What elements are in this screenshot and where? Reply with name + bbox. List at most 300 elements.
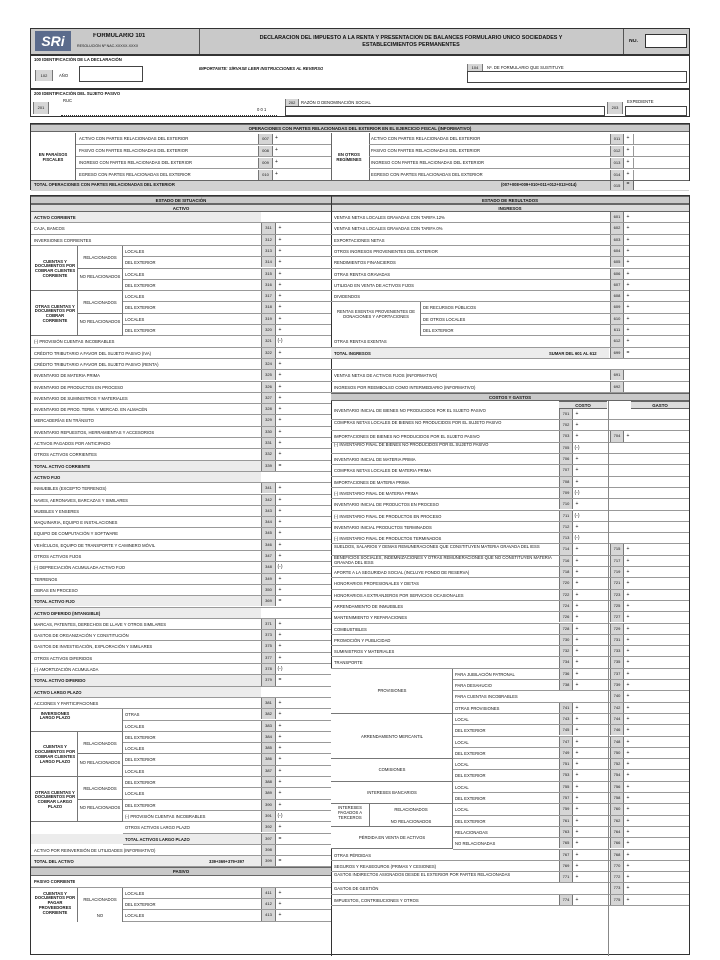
- related-op-field[interactable]: [633, 170, 690, 180]
- cost-code: 710: [559, 499, 573, 509]
- account-value-field[interactable]: [285, 325, 331, 335]
- account-value-field[interactable]: [285, 732, 331, 742]
- expense-value-field[interactable]: [633, 770, 689, 780]
- expense-sign: +: [626, 433, 630, 440]
- income-value-field[interactable]: [633, 257, 689, 267]
- expense-value-field[interactable]: [633, 635, 689, 645]
- expense-value-field[interactable]: [633, 567, 689, 577]
- cost-code: 747: [559, 737, 573, 747]
- related-ops-total-sign: =: [626, 181, 630, 187]
- cost-sign: +: [575, 580, 579, 587]
- cost-value-field[interactable]: [581, 646, 607, 656]
- cost-label: IMPORTACIONES DE BIENES NO PRODUCIDOS POR EL SUJETO PASIVO: [334, 434, 480, 440]
- cost-code: 734: [559, 657, 573, 667]
- related-op-field[interactable]: [633, 146, 690, 156]
- account-value-field[interactable]: [285, 698, 331, 708]
- expense-sign: +: [626, 874, 630, 881]
- income-label: RENDIMIENTOS FINANCIEROS: [334, 260, 396, 266]
- account-sign: +: [278, 586, 282, 593]
- expense-value-field[interactable]: [633, 782, 689, 792]
- income-value-field[interactable]: [633, 212, 689, 222]
- related-op-sign: +: [626, 171, 630, 177]
- account-label: INMUEBLES (EXCEPTO TERRENOS): [34, 486, 107, 492]
- replace-code: 104: [467, 64, 483, 71]
- cost-value-field[interactable]: [581, 420, 607, 430]
- expense-value-field[interactable]: [633, 624, 689, 634]
- costos-title: COSTOS Y GASTOS: [331, 393, 689, 401]
- cost-label: ARRENDAMIENTO DE INMUEBLES: [334, 603, 404, 609]
- expense-value-field[interactable]: [633, 748, 689, 758]
- account-value-field[interactable]: [285, 766, 331, 776]
- account-sign: +: [278, 801, 282, 808]
- cost-value-field[interactable]: [581, 861, 607, 871]
- related-op-field[interactable]: [281, 134, 329, 144]
- account-label: OBRAS EN PROCESO: [34, 587, 78, 593]
- pasivo-value-field[interactable]: [285, 899, 331, 909]
- expense-code: 721: [610, 578, 624, 588]
- cost-code: 759: [559, 804, 573, 814]
- account-code: 347: [261, 551, 276, 561]
- expense-value-field[interactable]: [633, 680, 689, 690]
- cost-value-field[interactable]: [581, 782, 607, 792]
- account-code: 346: [261, 540, 276, 550]
- pasivo-value-field[interactable]: [285, 888, 331, 898]
- cost-value-field[interactable]: [581, 578, 607, 588]
- row-line: [75, 156, 331, 157]
- account-value-field[interactable]: [285, 551, 331, 561]
- account-value-field[interactable]: [285, 404, 331, 414]
- account-label: OTRAS: [125, 712, 140, 718]
- account-value-field[interactable]: [285, 630, 331, 640]
- account-value-field[interactable]: [285, 709, 331, 719]
- expense-value-field[interactable]: [633, 431, 689, 441]
- cost-value-field[interactable]: [581, 748, 607, 758]
- cost-label: LOCAL: [455, 716, 469, 722]
- account-sign: +: [278, 553, 282, 559]
- expense-value-field[interactable]: [633, 657, 689, 667]
- cost-value-field[interactable]: [581, 793, 607, 803]
- cost-sign: +: [575, 738, 579, 745]
- account-label: EQUIPO DE COMPUTACIÓN Y SOFTWARE: [34, 531, 119, 537]
- exp-field[interactable]: [625, 106, 687, 116]
- account-value-field[interactable]: [285, 359, 331, 369]
- account-value-field[interactable]: [285, 641, 331, 651]
- account-value-field[interactable]: [285, 777, 331, 787]
- expense-value-field[interactable]: [633, 669, 689, 679]
- account-code: 385: [261, 743, 276, 753]
- cost-value-field[interactable]: [581, 725, 607, 735]
- expense-value-field[interactable]: [633, 737, 689, 747]
- account-value-field[interactable]: [285, 449, 331, 459]
- account-value-field[interactable]: [285, 619, 331, 629]
- account-value-field[interactable]: [285, 291, 331, 301]
- account-value-field[interactable]: [285, 495, 331, 505]
- account-value-field[interactable]: [285, 653, 331, 663]
- related-ops-total-field[interactable]: [633, 181, 690, 190]
- cost-value-field[interactable]: [581, 624, 607, 634]
- expense-value-field[interactable]: [633, 691, 689, 701]
- income-value-field[interactable]: [633, 325, 689, 335]
- cost-value-field[interactable]: [581, 895, 607, 905]
- expense-code: 715: [610, 544, 624, 554]
- expense-value-field[interactable]: [633, 804, 689, 814]
- account-value-field[interactable]: [285, 596, 331, 606]
- income-value-field[interactable]: [633, 269, 689, 279]
- account-value-field[interactable]: [285, 822, 331, 832]
- expense-code: 733: [610, 646, 624, 656]
- pasivo-title: PASIVO: [31, 867, 331, 876]
- expense-sign: +: [626, 648, 630, 655]
- expense-sign: +: [626, 806, 630, 813]
- account-value-field[interactable]: [285, 235, 331, 245]
- cost-sign: +: [575, 467, 579, 474]
- account-value-field[interactable]: [285, 246, 331, 256]
- cost-value-field[interactable]: [581, 872, 607, 882]
- account-label: GASTOS DE INVESTIGACIÓN, EXPLORACIÓN Y SIMILARES: [34, 644, 153, 650]
- account-value-field[interactable]: [285, 540, 331, 550]
- income-value-field[interactable]: [633, 314, 689, 324]
- account-value-field[interactable]: [285, 845, 331, 855]
- related-op-sign: +: [275, 171, 278, 177]
- account-value-field[interactable]: [285, 302, 331, 312]
- expense-value-field[interactable]: [633, 759, 689, 769]
- account-sign: +: [278, 360, 282, 367]
- expense-value-field[interactable]: [633, 883, 689, 893]
- cost-value-field[interactable]: [581, 567, 607, 577]
- account-value-field[interactable]: [285, 280, 331, 290]
- account-value-field[interactable]: [285, 721, 331, 731]
- cost-value-field[interactable]: [581, 522, 607, 532]
- account-sign: +: [278, 632, 282, 639]
- income-value-field[interactable]: [633, 302, 689, 312]
- income-code: 610: [610, 314, 624, 324]
- cost-value-field[interactable]: [581, 703, 607, 713]
- group-label: OTRAS CUENTAS Y DOCUMENTOS POR COBRAR LARGO PLAZO: [34, 790, 76, 809]
- account-sign: +: [278, 417, 282, 424]
- cost-sign: (-): [574, 489, 580, 496]
- income-sign: +: [626, 338, 630, 345]
- income-sign: +: [626, 293, 630, 300]
- related-op-field[interactable]: [633, 134, 690, 144]
- account-sign: =: [278, 677, 282, 684]
- account-code: 386: [261, 754, 276, 764]
- pasivo-label: LOCALES: [125, 913, 145, 919]
- account-value-field[interactable]: [285, 562, 331, 572]
- account-value-field[interactable]: [285, 754, 331, 764]
- account-value-field[interactable]: [285, 257, 331, 267]
- cost-label: LOCAL: [455, 762, 469, 768]
- ruc-field[interactable]: [61, 104, 277, 116]
- cost-value-field[interactable]: [581, 770, 607, 780]
- no-relacionados-label: NO RELACIONADOS: [79, 759, 121, 765]
- pasivo-code: 411: [261, 888, 276, 898]
- account-value-field[interactable]: [285, 336, 331, 346]
- account-sign: =: [278, 858, 282, 865]
- account-value-field[interactable]: [285, 788, 331, 798]
- income-value-field[interactable]: [633, 246, 689, 256]
- cost-value-field[interactable]: [581, 590, 607, 600]
- account-value-field[interactable]: [285, 427, 331, 437]
- account-label: INVERSIONES CORRIENTES: [34, 237, 92, 243]
- year-field[interactable]: [79, 66, 143, 82]
- related-ops-total-label: TOTAL OPERACIONES CON PARTES RELACIONADAS DEL EXTERIOR: [34, 182, 175, 187]
- related-op-sign: +: [275, 147, 278, 153]
- cost-value-field[interactable]: [581, 657, 607, 667]
- relacionados-label: RELACIONADOS: [83, 300, 117, 306]
- income-value-field[interactable]: [633, 291, 689, 301]
- relacionados-label: RELACIONADOS: [394, 807, 428, 813]
- account-value-field[interactable]: [285, 461, 331, 471]
- cost-label: OTRAS PÉRDIDAS: [334, 852, 371, 858]
- main-tables: [30, 195, 690, 955]
- account-label: ACTIVO POR REINVERSIÓN DE UTILIDADES (INFORMATIVO): [34, 847, 156, 853]
- cost-label: PARA CUENTAS INCOBRABLES: [455, 694, 518, 700]
- cost-value-field[interactable]: [581, 443, 607, 453]
- cost-value-field[interactable]: [581, 669, 607, 679]
- account-value-field[interactable]: [285, 517, 331, 527]
- cost-sign: +: [575, 648, 579, 655]
- row-line: [331, 453, 689, 454]
- account-value-field[interactable]: [285, 675, 331, 685]
- account-value-field[interactable]: [285, 574, 331, 584]
- relacionados-label: RELACIONADOS: [83, 897, 117, 902]
- account-value-field[interactable]: [285, 585, 331, 595]
- replace-field[interactable]: [467, 71, 687, 83]
- cost-code: 705: [559, 443, 573, 453]
- account-code: 381: [261, 698, 276, 708]
- expense-value-field[interactable]: [633, 556, 689, 566]
- cost-value-field[interactable]: [581, 409, 607, 419]
- account-code: 398: [261, 845, 276, 855]
- exp-code: 203: [607, 102, 623, 114]
- cost-code: 741: [559, 703, 573, 713]
- cost-value-field[interactable]: [581, 499, 607, 509]
- account-sign: +: [278, 767, 282, 774]
- account-value-field[interactable]: [285, 528, 331, 538]
- cost-value-field[interactable]: [581, 816, 607, 826]
- expense-code: 727: [610, 612, 624, 622]
- related-op-field[interactable]: [633, 158, 690, 168]
- expense-sign: +: [626, 614, 630, 621]
- account-value-field[interactable]: [285, 834, 331, 844]
- cost-label: PROMOCIÓN Y PUBLICIDAD: [334, 637, 391, 643]
- related-op-field[interactable]: [281, 158, 329, 168]
- expense-value-field[interactable]: [633, 646, 689, 656]
- account-value-field[interactable]: [285, 393, 331, 403]
- situacion-subtitle: ACTIVO: [31, 204, 331, 212]
- related-op-sign: +: [275, 135, 278, 141]
- pasivo-label: DEL EXTERIOR: [125, 902, 156, 907]
- income-value-field[interactable]: [633, 223, 689, 233]
- cost-sign: +: [575, 840, 579, 847]
- cost-value-field[interactable]: [581, 465, 607, 475]
- income-code: 605: [610, 257, 624, 267]
- expense-value-field[interactable]: [633, 703, 689, 713]
- account-label: CAJA, BANCOS: [34, 226, 65, 232]
- expense-value-field[interactable]: [633, 544, 689, 554]
- cost-code: 743: [559, 714, 573, 724]
- group-divider: [77, 777, 78, 822]
- cost-value-field[interactable]: [581, 533, 607, 543]
- cost-value-field[interactable]: [581, 556, 607, 566]
- row-line: [369, 144, 689, 145]
- account-code: 344: [261, 517, 276, 527]
- income-value-field[interactable]: [633, 348, 689, 358]
- cost-sign: +: [575, 817, 579, 824]
- account-label: DEL EXTERIOR: [125, 780, 156, 785]
- cost-value-field[interactable]: [581, 838, 607, 848]
- income-sign: +: [626, 315, 630, 322]
- account-code: 326: [261, 382, 276, 392]
- account-code: 311: [261, 223, 276, 233]
- income-sign: +: [626, 304, 630, 311]
- expense-value-field[interactable]: [633, 714, 689, 724]
- account-value-field[interactable]: [285, 269, 331, 279]
- account-sign: +: [278, 440, 282, 446]
- expense-sign: +: [626, 602, 630, 609]
- account-code: 341: [261, 483, 276, 493]
- account-code: 320: [261, 325, 276, 335]
- cost-value-field[interactable]: [581, 544, 607, 554]
- income-label: OTRAS RENTAS GRAVADAS: [334, 271, 391, 277]
- cost-value-field[interactable]: [581, 714, 607, 724]
- expense-value-field[interactable]: [633, 590, 689, 600]
- related-op-field[interactable]: [281, 170, 329, 180]
- income-value-field[interactable]: [633, 370, 689, 380]
- account-code: 343: [261, 506, 276, 516]
- account-value-field[interactable]: [285, 382, 331, 392]
- cost-label: OTRAS PROVISIONES: [455, 705, 500, 711]
- account-value-field[interactable]: [285, 415, 331, 425]
- income-value-field[interactable]: [633, 280, 689, 290]
- account-value-field[interactable]: [285, 506, 331, 516]
- account-code: 377: [261, 653, 276, 663]
- cost-label: GASTOS INDIRECTOS ASIGNADOS DESDE EL EXTERIOR POR PARTES RELACIONADAS: [334, 872, 511, 877]
- expense-value-field[interactable]: [633, 861, 689, 871]
- account-value-field[interactable]: [285, 743, 331, 753]
- cost-sign: +: [575, 410, 579, 417]
- account-code: 350: [261, 585, 276, 595]
- expense-code: 737: [610, 669, 624, 679]
- cost-sign: +: [575, 456, 579, 462]
- expense-value-field[interactable]: [633, 816, 689, 826]
- cost-code: 711: [559, 511, 573, 521]
- expense-value-field[interactable]: [633, 850, 689, 860]
- cost-value-field[interactable]: [581, 431, 607, 441]
- ruc-label: RUC: [63, 98, 73, 103]
- account-value-field[interactable]: [285, 370, 331, 380]
- cost-value-field[interactable]: [581, 601, 607, 611]
- account-code: 384: [261, 732, 276, 742]
- cost-label: BENEFICIOS SOCIALES, INDEMNIZACIONES Y OTRAS REMUNERACIONES QUE NO CONSTITUYEN MATERIA GRAVADA DEL IESS: [334, 556, 552, 565]
- expense-value-field[interactable]: [633, 725, 689, 735]
- account-code: 332: [261, 449, 276, 459]
- pasivo-value-field[interactable]: [285, 910, 331, 920]
- related-op-label: PASIVO CON PARTES RELACIONADAS DEL EXTERIOR: [371, 148, 480, 153]
- account-value-field[interactable]: [285, 483, 331, 493]
- account-sign: +: [278, 722, 282, 729]
- cost-value-field[interactable]: [581, 454, 607, 464]
- cost-sign: +: [575, 478, 579, 485]
- income-code: 607: [610, 280, 624, 290]
- cost-sign: +: [575, 862, 579, 869]
- pasivo-sign: +: [278, 889, 282, 896]
- expense-value-field[interactable]: [633, 838, 689, 848]
- account-code: 330: [261, 427, 276, 437]
- identification-title: 100 IDENTIFICACIÓN DE LA DECLARACIÓN: [34, 57, 122, 62]
- account-value-field[interactable]: [285, 438, 331, 448]
- account-label: LOCALES: [125, 746, 145, 752]
- cost-value-field[interactable]: [581, 612, 607, 622]
- account-label: TOTAL ACTIVO CORRIENTE: [34, 463, 91, 469]
- expense-value-field[interactable]: [633, 895, 689, 905]
- cost-group-label: ARRENDAMIENTO MERCANTIL: [360, 733, 424, 739]
- account-label: OTROS ACTIVOS LARGO PLAZO: [125, 825, 190, 831]
- expense-sign: +: [626, 828, 630, 835]
- group-divider: [77, 799, 123, 800]
- cost-value-field[interactable]: [581, 804, 607, 814]
- account-value-field[interactable]: [285, 856, 331, 866]
- form-number-field[interactable]: [645, 34, 687, 48]
- income-value-field[interactable]: [633, 336, 689, 346]
- account-code: 371: [261, 619, 276, 629]
- expense-value-field[interactable]: [633, 827, 689, 837]
- no-relacionados-label: NO RELACIONADOS: [79, 273, 121, 279]
- related-op-label: INGRESO CON PARTES RELACIONADAS DEL EXTERIOR: [371, 160, 485, 165]
- cost-value-field[interactable]: [581, 827, 607, 837]
- cost-value-field[interactable]: [581, 488, 607, 498]
- related-op-field[interactable]: [281, 146, 329, 156]
- cost-code: 726: [559, 612, 573, 622]
- expense-value-field[interactable]: [633, 601, 689, 611]
- form-name: FORMULARIO 101: [93, 33, 146, 39]
- expense-code: 740: [610, 691, 624, 701]
- income-value-field[interactable]: [633, 235, 689, 245]
- ruc-suffix: 0 0 1: [257, 107, 267, 112]
- cost-value-field[interactable]: [581, 737, 607, 747]
- income-sign: +: [626, 259, 630, 266]
- cost-value-field[interactable]: [581, 635, 607, 645]
- account-sign: +: [278, 756, 282, 763]
- account-value-field[interactable]: [285, 223, 331, 233]
- pasivo-sign: +: [278, 901, 282, 907]
- cost-label: COMPRAS NETAS LOCALES DE BIENES NO PRODUCIDOS POR EL SUJETO PASIVO: [334, 420, 502, 425]
- expense-value-field[interactable]: [633, 872, 689, 882]
- expense-code: 725: [610, 601, 624, 611]
- account-code: 382: [261, 709, 276, 719]
- expense-sign: +: [626, 738, 630, 745]
- account-value-field[interactable]: [285, 800, 331, 810]
- expense-value-field[interactable]: [633, 612, 689, 622]
- account-value-field[interactable]: [285, 314, 331, 324]
- expense-value-field[interactable]: [633, 578, 689, 588]
- row-line: [369, 168, 689, 169]
- income-value-field[interactable]: [633, 382, 689, 392]
- cost-value-field[interactable]: [581, 850, 607, 860]
- cost-value-field[interactable]: [581, 511, 607, 521]
- account-value-field[interactable]: [285, 664, 331, 674]
- cost-value-field[interactable]: [581, 477, 607, 487]
- cost-code: 751: [559, 759, 573, 769]
- cost-label: SEGUROS Y REASEGUROS (PRIMAS Y CESIONES): [334, 863, 437, 869]
- cost-value-field[interactable]: [581, 680, 607, 690]
- expense-value-field[interactable]: [633, 793, 689, 803]
- name-field[interactable]: [285, 106, 605, 116]
- account-value-field[interactable]: [285, 811, 331, 821]
- cost-value-field[interactable]: [581, 759, 607, 769]
- account-value-field[interactable]: [285, 348, 331, 358]
- col-divider: [608, 401, 609, 956]
